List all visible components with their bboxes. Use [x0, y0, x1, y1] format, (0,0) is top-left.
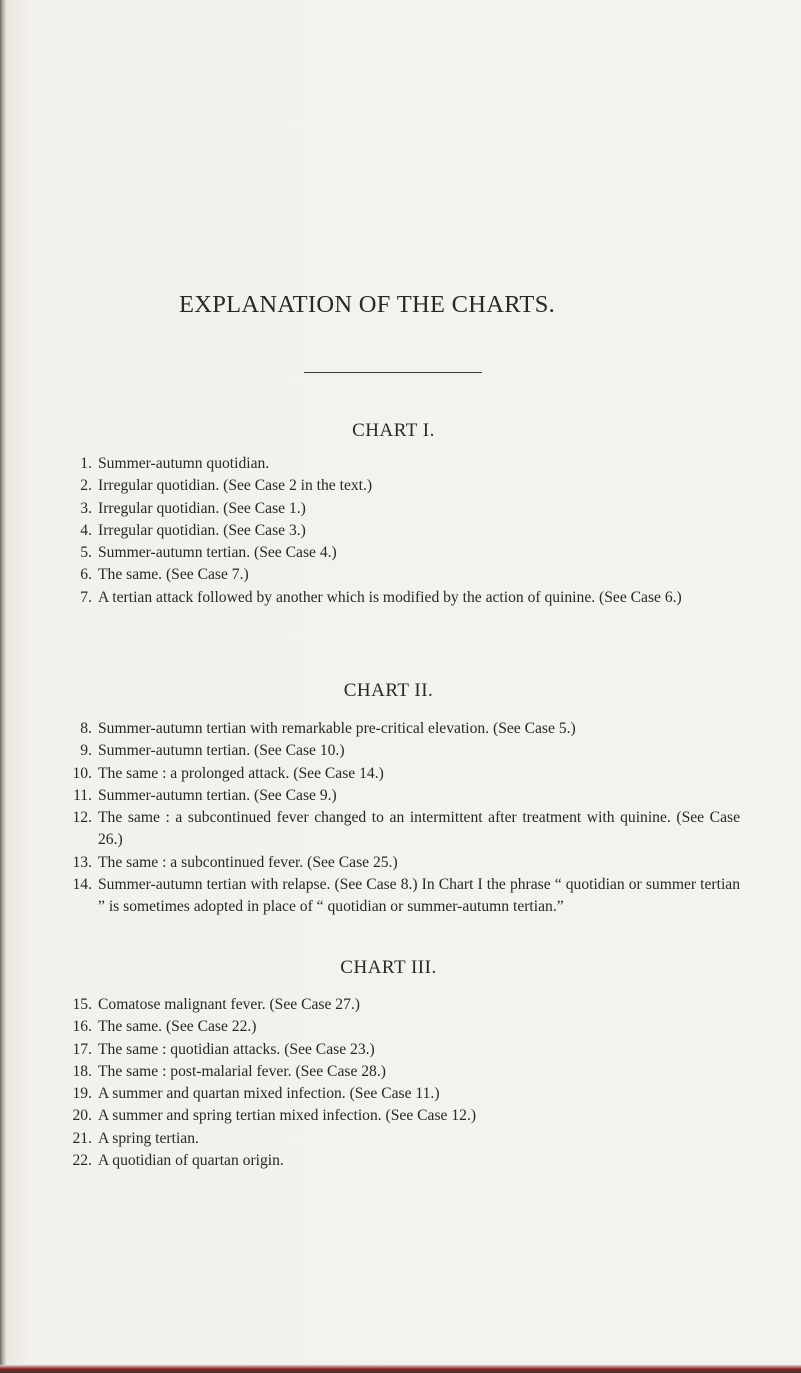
- list-item: [60, 740, 740, 762]
- item-text: Summer-autumn tertian with remarkable pre-critical elevation. (See Case 5.): [98, 720, 576, 737]
- page-title: EXPLANATION OF THE CHARTS.: [178, 291, 556, 318]
- item-text: The same : a subcontinued fever. (See Case 25.): [98, 853, 398, 871]
- item-text: A summer and quartan mixed infection. (See Case 11.): [98, 1085, 440, 1103]
- list-item: [60, 587, 740, 609]
- list-item: [60, 763, 740, 785]
- item-text: A tertian attack followed by another which is modified by the action of quinine. (See Case 6.): [98, 588, 682, 606]
- item-text: The same : post-malarial fever. (See Case 28.): [98, 1062, 386, 1080]
- item-text: Summer-autumn tertian. (See Case 10.): [98, 742, 345, 760]
- item-number: 2.: [80, 477, 92, 495]
- list-item: [60, 718, 740, 740]
- item-number: 21.: [72, 1129, 92, 1147]
- list-item: [60, 498, 740, 520]
- item-number: 15.: [72, 996, 92, 1013]
- item-text: The same : a subcontinued fever changed to an intermittent after treatment with quinine. (See Case 26.): [98, 809, 740, 849]
- item-text: Irregular quotidian. (See Case 3.): [98, 521, 306, 539]
- item-text: Comatose malignant fever. (See Case 27.): [98, 996, 360, 1013]
- item-text: A summer and spring tertian mixed infection. (See Case 12.): [98, 1107, 477, 1125]
- page-bottom-edge: [0, 1365, 801, 1373]
- item-text: Summer-autumn tertian. (See Case 9.): [98, 786, 337, 804]
- item-number: 11.: [73, 786, 92, 804]
- list-item: [60, 475, 740, 497]
- item-number: 14.: [72, 876, 92, 894]
- list-item: [60, 1083, 740, 1105]
- section-heading-chart-3: CHART III.: [340, 957, 437, 978]
- item-number: 22.: [72, 1152, 92, 1170]
- item-text: The same : quotidian attacks. (See Case 23.): [98, 1040, 375, 1058]
- item-text: Irregular quotidian. (See Case 1.): [98, 499, 306, 517]
- item-text: The same : a prolonged attack. (See Case 14.): [98, 764, 384, 782]
- list-item: [60, 453, 740, 475]
- item-number: 7.: [80, 588, 92, 606]
- item-text: A quotidian of quartan origin.: [98, 1152, 284, 1170]
- item-text: Summer-autumn tertian with relapse. (See Case 8.) In Chart I the phrase “ quotidian or summer tertian ” is sometimes adopted in place of “ quotidian or summer-autumn tertian.”: [98, 876, 740, 916]
- item-text: Summer-autumn quotidian.: [98, 455, 270, 472]
- item-number: 18.: [72, 1062, 92, 1080]
- item-number: 3.: [80, 499, 92, 517]
- item-number: 10.: [72, 764, 92, 782]
- item-number: 4.: [80, 521, 92, 539]
- list-item: [60, 785, 740, 807]
- chart-3-list: [60, 994, 740, 1172]
- list-item: [60, 807, 740, 852]
- list-item: [60, 1150, 740, 1172]
- item-number: 6.: [80, 566, 92, 584]
- list-item: [60, 1016, 740, 1038]
- list-item: [60, 564, 740, 586]
- list-item: [60, 994, 740, 1016]
- list-item: [60, 1105, 740, 1127]
- item-number: 1.: [80, 455, 92, 472]
- item-number: 5.: [80, 544, 92, 562]
- item-number: 19.: [72, 1085, 92, 1103]
- item-text: Summer-autumn tertian. (See Case 4.): [98, 544, 337, 562]
- chart-1-list: [60, 453, 740, 609]
- title-divider: [304, 372, 482, 373]
- item-number: 20.: [72, 1107, 92, 1125]
- item-number: 13.: [72, 853, 92, 871]
- item-number: 12.: [72, 809, 92, 827]
- item-number: 16.: [72, 1018, 92, 1036]
- list-item: [60, 1061, 740, 1083]
- list-item: [60, 520, 740, 542]
- item-text: The same. (See Case 22.): [98, 1018, 257, 1036]
- item-number: 9.: [80, 742, 92, 760]
- item-text: Irregular quotidian. (See Case 2 in the text.): [98, 477, 373, 495]
- item-text: A spring tertian.: [98, 1129, 199, 1147]
- list-item: [60, 542, 740, 564]
- list-item: [60, 852, 740, 874]
- item-text: The same. (See Case 7.): [98, 566, 249, 584]
- item-number: 17.: [72, 1040, 92, 1058]
- list-item: [60, 874, 740, 919]
- section-heading-chart-2: CHART II.: [343, 680, 434, 701]
- section-heading-chart-1: CHART I.: [352, 420, 435, 441]
- list-item: [60, 1128, 740, 1150]
- item-number: 8.: [80, 720, 92, 737]
- chart-2-list: [60, 718, 740, 919]
- list-item: [60, 1039, 740, 1061]
